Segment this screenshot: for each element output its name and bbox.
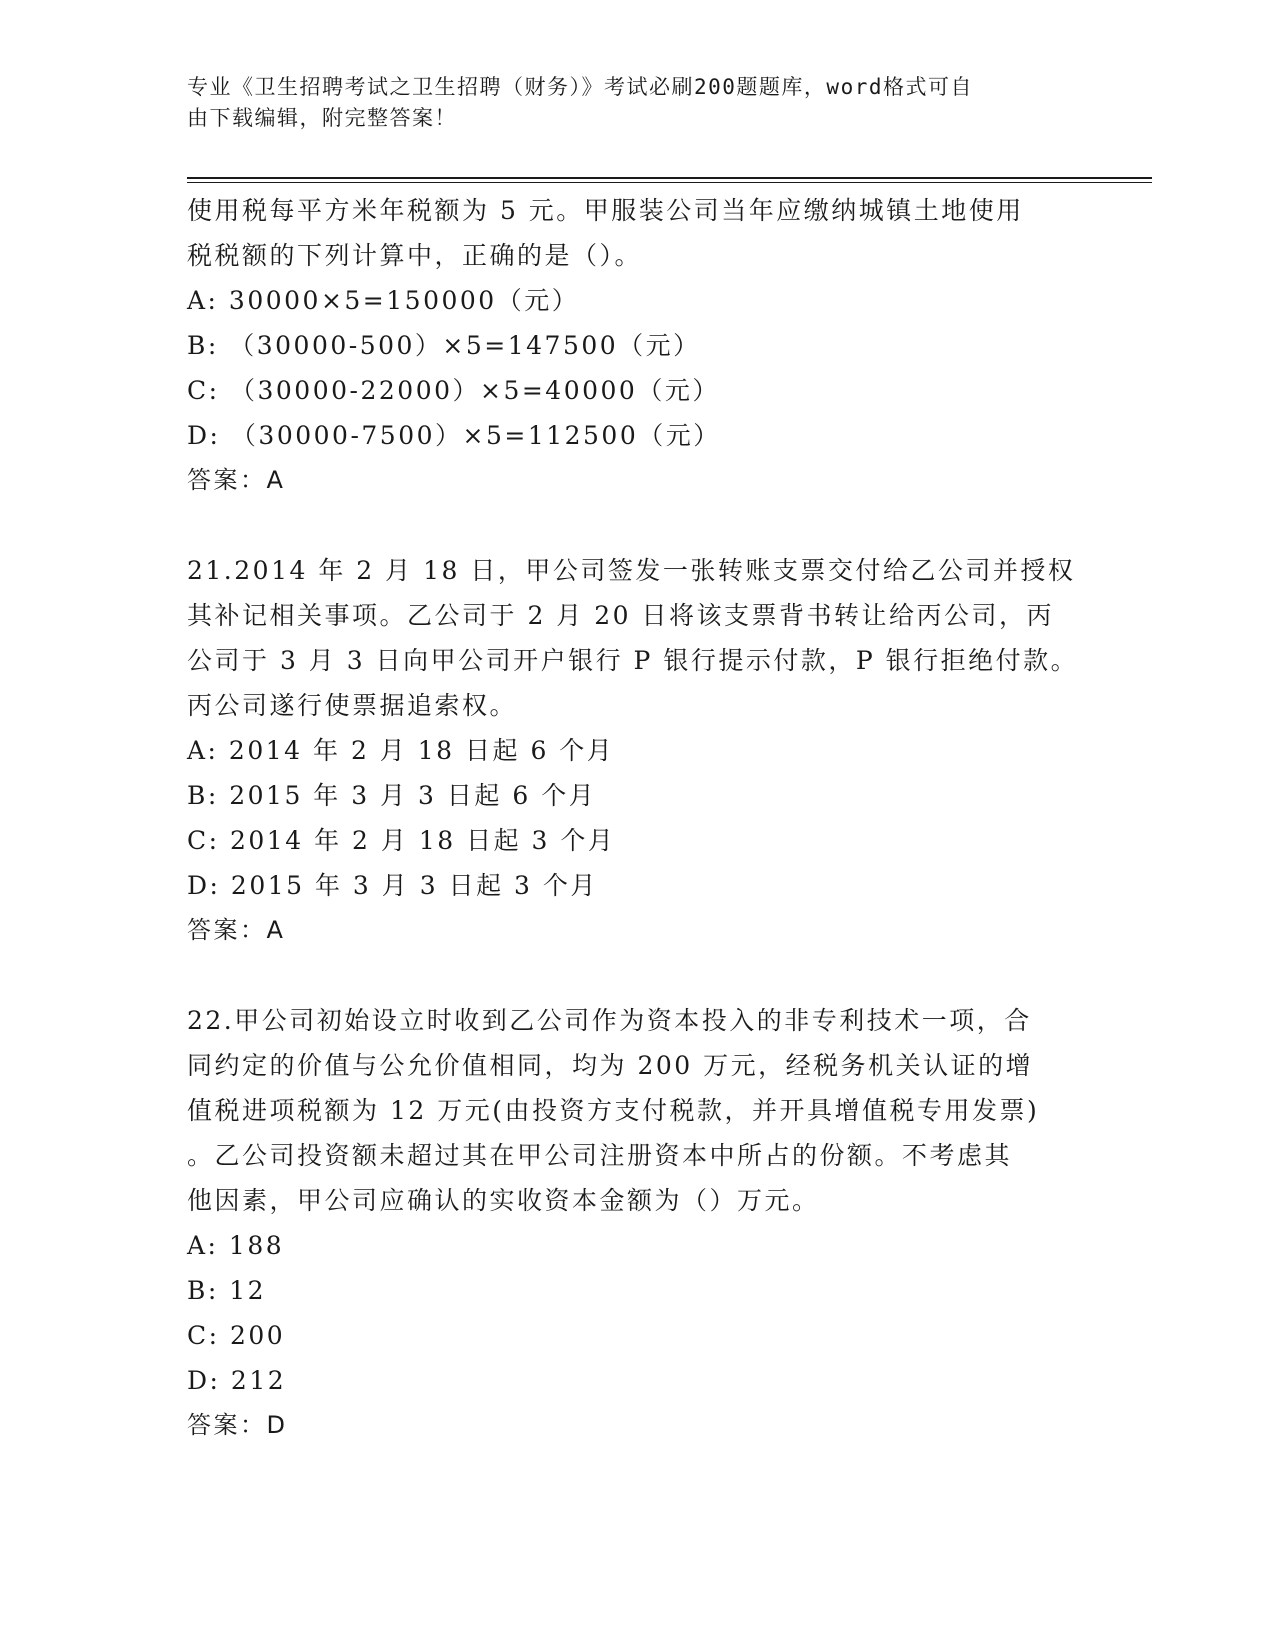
question-stem-line: 21.2014 年 2 月 18 日，甲公司签发一张转账支票交付给乙公司并授权	[187, 556, 1076, 585]
question-stem-line: 使用税每平方米年税额为 5 元。甲服装公司当年应缴纳城镇土地使用	[187, 196, 1024, 225]
answer-line: 答案：A	[187, 466, 286, 494]
question-spacer	[187, 953, 1087, 998]
question-stem-line: 丙公司遂行使票据追索权。	[187, 691, 518, 720]
header-divider-thick	[187, 177, 1152, 179]
option-c: C: （30000-22000）×5=40000（元）	[187, 376, 720, 405]
question-stem-line: 他因素，甲公司应确认的实收资本金额为（）万元。	[187, 1186, 820, 1215]
question-21	[187, 548, 1087, 953]
option-a: A: 188	[187, 1231, 285, 1260]
header-divider-thin	[187, 182, 1152, 183]
question-spacer	[187, 503, 1087, 548]
option-b: B: 2015 年 3 月 3 日起 6 个月	[187, 781, 597, 810]
option-b: B: 12	[187, 1276, 267, 1305]
question-stem-line: 公司于 3 月 3 日向甲公司开户银行 P 银行提示付款，P 银行拒绝付款。	[187, 646, 1079, 675]
option-d: D: 2015 年 3 月 3 日起 3 个月	[187, 871, 598, 900]
answer-line: 答案：D	[187, 1411, 288, 1439]
header-line-1: 专业《卫生招聘考试之卫生招聘（财务）》考试必刷200题题库，word格式可自	[187, 75, 973, 99]
header-line-2: 由下载编辑，附完整答案！	[187, 106, 457, 130]
document-header	[187, 72, 1067, 134]
option-b: B: （30000-500）×5=147500（元）	[187, 331, 701, 360]
question-stem-line: 值税进项税额为 12 万元(由投资方支付税款，并开具增值税专用发票)	[187, 1096, 1040, 1125]
option-a: A: 30000×5=150000（元）	[187, 286, 580, 315]
option-c: C: 200	[187, 1321, 286, 1350]
question-stem-line: 其补记相关事项。乙公司于 2 月 20 日将该支票背书转让给丙公司，丙	[187, 601, 1055, 630]
question-stem-line: 22.甲公司初始设立时收到乙公司作为资本投入的非专利技术一项，合	[187, 1006, 1032, 1035]
question-stem-line: 税税额的下列计算中，正确的是（）。	[187, 241, 643, 270]
question-22	[187, 998, 1087, 1448]
answer-line: 答案：A	[187, 916, 286, 944]
option-d: D: 212	[187, 1366, 287, 1395]
document-body	[187, 188, 1087, 1448]
option-d: D: （30000-7500）×5=112500（元）	[187, 421, 721, 450]
question-stem-line: 。乙公司投资额未超过其在甲公司注册资本中所占的份额。不考虑其	[187, 1141, 1013, 1170]
question-stem-line: 同约定的价值与公允价值相同，均为 200 万元，经税务机关认证的增	[187, 1051, 1034, 1080]
option-c: C: 2014 年 2 月 18 日起 3 个月	[187, 826, 616, 855]
question-20	[187, 188, 1087, 503]
option-a: A: 2014 年 2 月 18 日起 6 个月	[187, 736, 615, 765]
